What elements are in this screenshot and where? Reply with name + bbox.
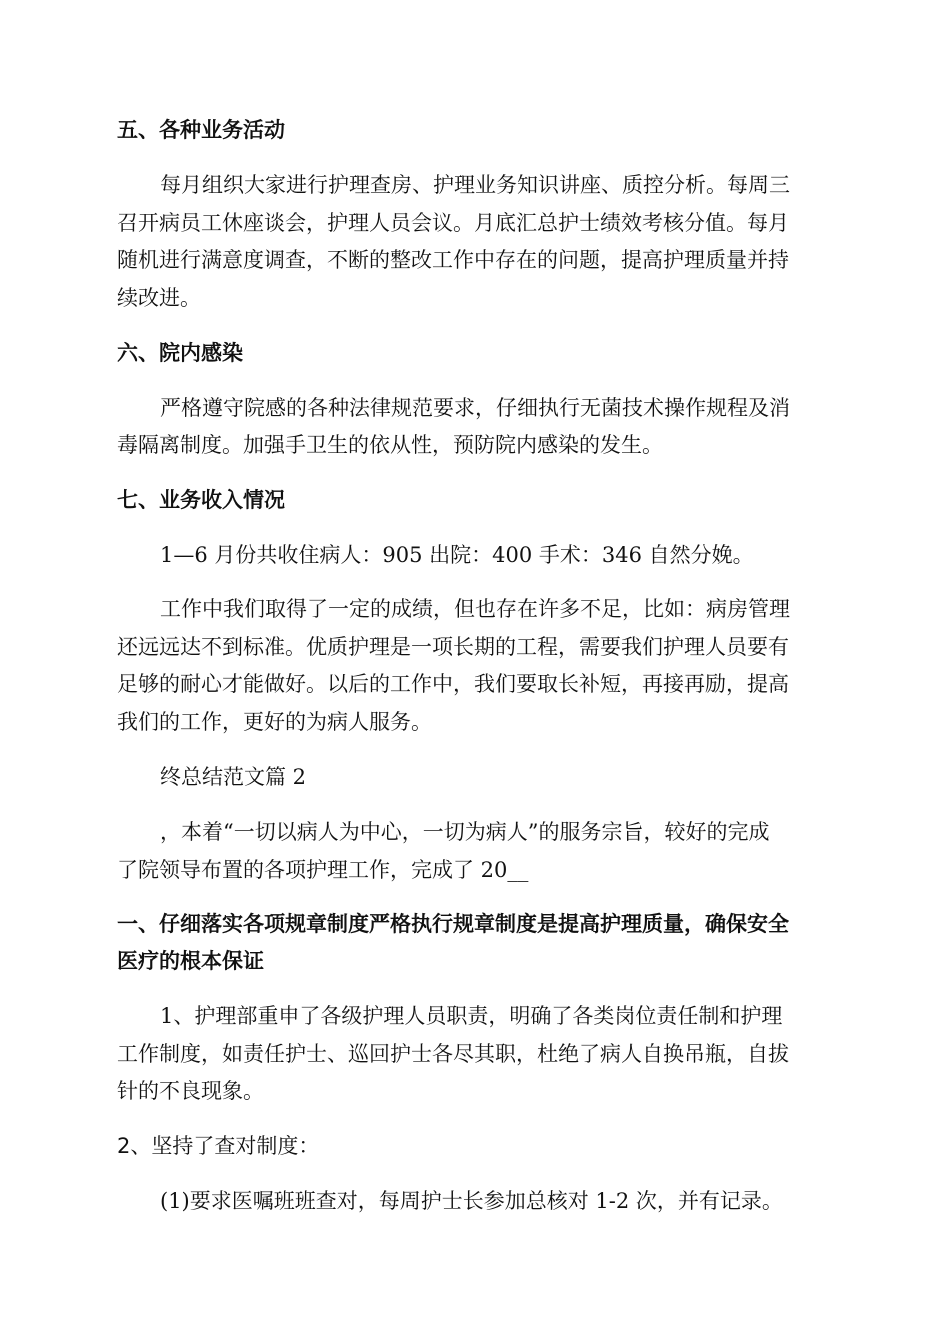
section-heading-6: 六、院内感染	[117, 341, 243, 365]
paragraph-line: 足够的耐心才能做好。以后的工作中，我们要取长补短，再接再励，提高	[117, 672, 789, 696]
paragraph-line: ，本着“一切以病人为中心，一切为病人”的服务宗旨，较好的完成	[160, 820, 770, 844]
paragraph-line: 还远远达不到标准。优质护理是一项长期的工程，需要我们护理人员要有	[117, 635, 789, 659]
paragraph-line: 1、护理部重申了各级护理人员职责，明确了各类岗位责任制和护理	[160, 1004, 783, 1028]
section-heading-7: 七、业务收入情况	[117, 488, 285, 512]
paragraph-line: 工作制度，如责任护士、巡回护士各尽其职，杜绝了病人自换吊瓶，自拔	[117, 1042, 789, 1066]
paragraph-line: 我们的工作，更好的为病人服务。	[117, 710, 432, 734]
section-heading-1-cont: 医疗的根本保证	[117, 949, 264, 973]
section-heading-1: 一、仔细落实各项规章制度严格执行规章制度是提高护理质量，确保安全	[117, 912, 789, 936]
paragraph-line: 严格遵守院感的各种法律规范要求，仔细执行无菌技术操作规程及消	[160, 396, 790, 420]
paragraph-line: 续改进。	[117, 286, 201, 310]
paragraph-line: 终总结范文篇 2	[160, 765, 307, 789]
paragraph-line: 每月组织大家进行护理查房、护理业务知识讲座、质控分析。每周三	[160, 173, 790, 197]
paragraph-line: 工作中我们取得了一定的成绩，但也存在许多不足，比如：病房管理	[160, 597, 790, 621]
paragraph-line: 了院领导布置的各项护理工作，完成了 20__	[117, 858, 529, 882]
section-heading-5: 五、各种业务活动	[117, 118, 285, 142]
paragraph-line: 针的不良现象。	[117, 1079, 264, 1103]
list-item-2: 2、坚持了查对制度：	[117, 1134, 320, 1158]
paragraph-line: 1—6 月份共收住病人：905 出院：400 手术：346 自然分娩。	[160, 543, 754, 567]
paragraph-line: 随机进行满意度调查，不断的整改工作中存在的问题，提高护理质量并持	[117, 248, 789, 272]
paragraph-line: 召开病员工休座谈会，护理人员会议。月底汇总护士绩效考核分值。每月	[117, 211, 789, 235]
paragraph-line: 毒隔离制度。加强手卫生的依从性，预防院内感染的发生。	[117, 433, 663, 457]
list-subitem-1: (1)要求医嘱班班查对，每周护士长参加总核对 1-2 次，并有记录。	[160, 1189, 783, 1213]
